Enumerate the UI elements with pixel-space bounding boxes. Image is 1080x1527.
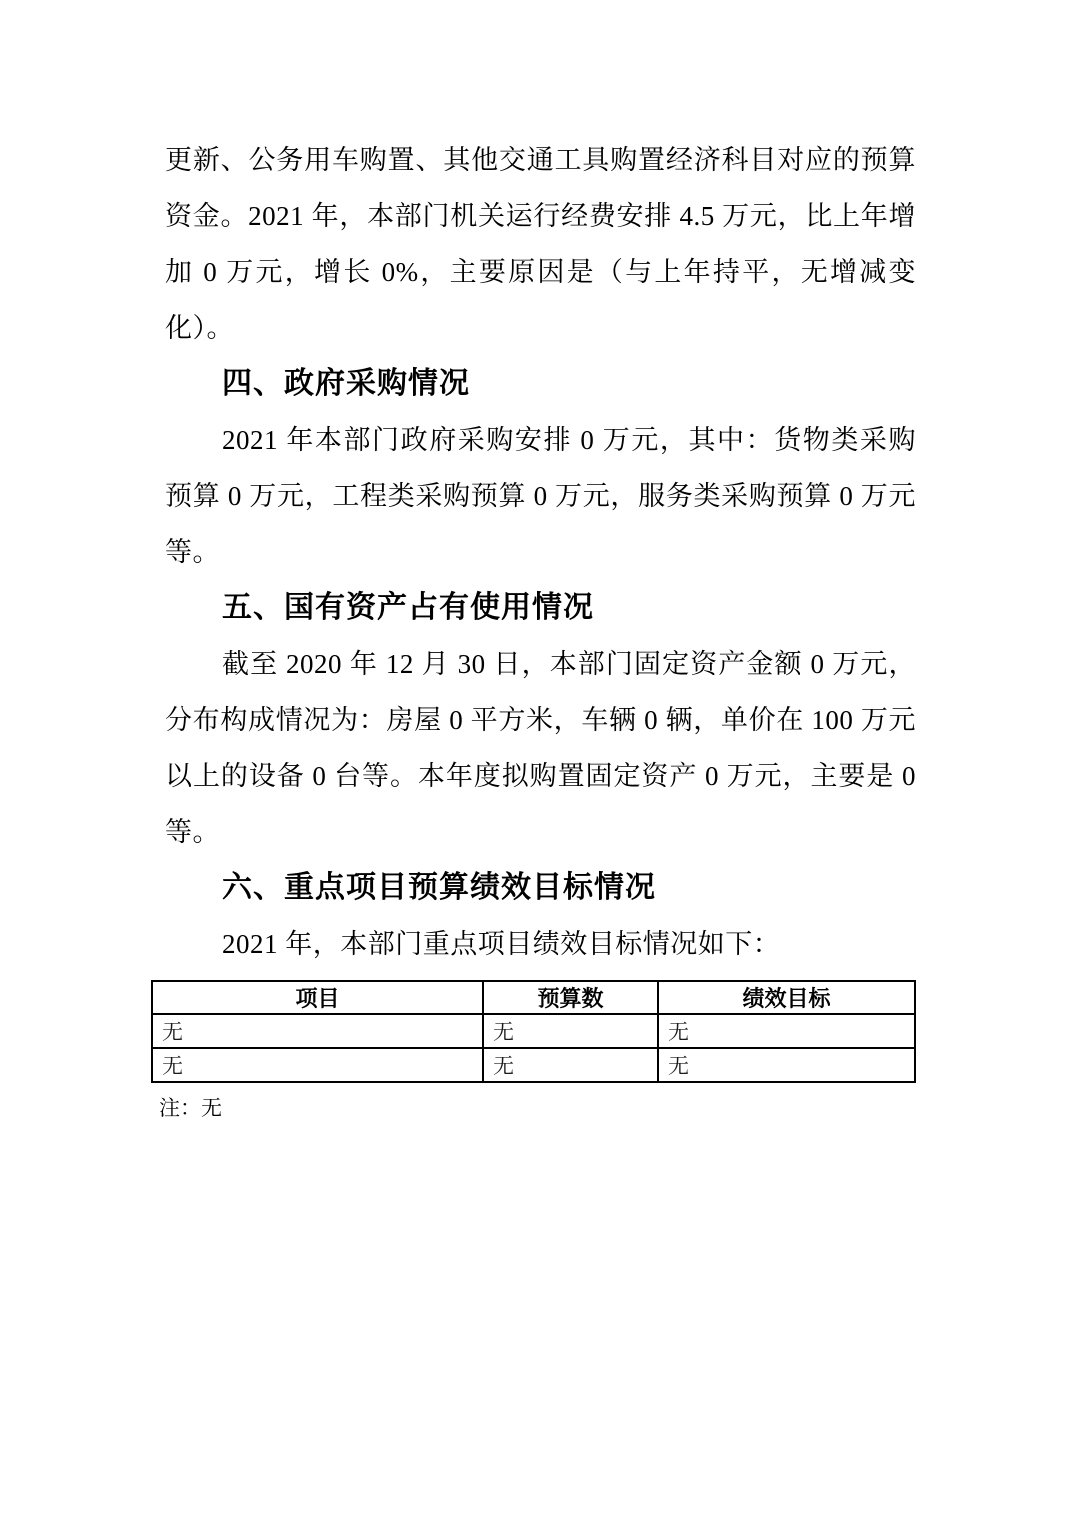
- heading-section-5-state-assets: 五、国有资产占有使用情况: [222, 591, 594, 624]
- table-cell-budget-2: 无: [483, 1048, 658, 1082]
- paragraph-operating-expenses-continuation: 更新、公务用车购置、其他交通工具购置经济科目对应的预算资金。2021 年，本部门机关运行经费安排 4.5 万元，比上年增加 0 万元，增长 0%，主要原因是（与上年持平，无增减变化）。: [165, 145, 916, 343]
- table-header-project: 项目: [152, 981, 483, 1014]
- paragraph-government-procurement: 2021 年本部门政府采购安排 0 万元，其中：货物类采购预算 0 万元，工程类采购预算 0 万元，服务类采购预算 0 万元等。: [165, 425, 916, 567]
- table-cell-budget-1: 无: [483, 1014, 658, 1048]
- paragraph-state-assets: 截至 2020 年 12 月 30 日，本部门固定资产金额 0 万元，分布构成情况为：房屋 0 平方米，车辆 0 辆，单价在 100 万元以上的设备 0 台等。本年度拟购置固定资产 0 万元，主要是 0 等。: [165, 649, 916, 847]
- table-header-budget: 预算数: [483, 981, 658, 1014]
- table-cell-project-1: 无: [152, 1014, 483, 1048]
- table-row: [152, 1048, 915, 1082]
- table-row: [152, 1014, 915, 1048]
- table-header-performance-target: 绩效目标: [658, 981, 915, 1014]
- table-footnote: 注：无: [159, 1096, 222, 1120]
- heading-section-6-key-project-performance: 六、重点项目预算绩效目标情况: [222, 871, 656, 904]
- table-header-row: [152, 981, 915, 1014]
- heading-section-4-government-procurement: 四、政府采购情况: [222, 367, 470, 400]
- table-cell-target-2: 无: [658, 1048, 915, 1082]
- table-cell-target-1: 无: [658, 1014, 915, 1048]
- performance-target-table: [151, 980, 916, 1083]
- table-cell-project-2: 无: [152, 1048, 483, 1082]
- paragraph-key-project-intro: 2021 年，本部门重点项目绩效目标情况如下：: [222, 929, 781, 959]
